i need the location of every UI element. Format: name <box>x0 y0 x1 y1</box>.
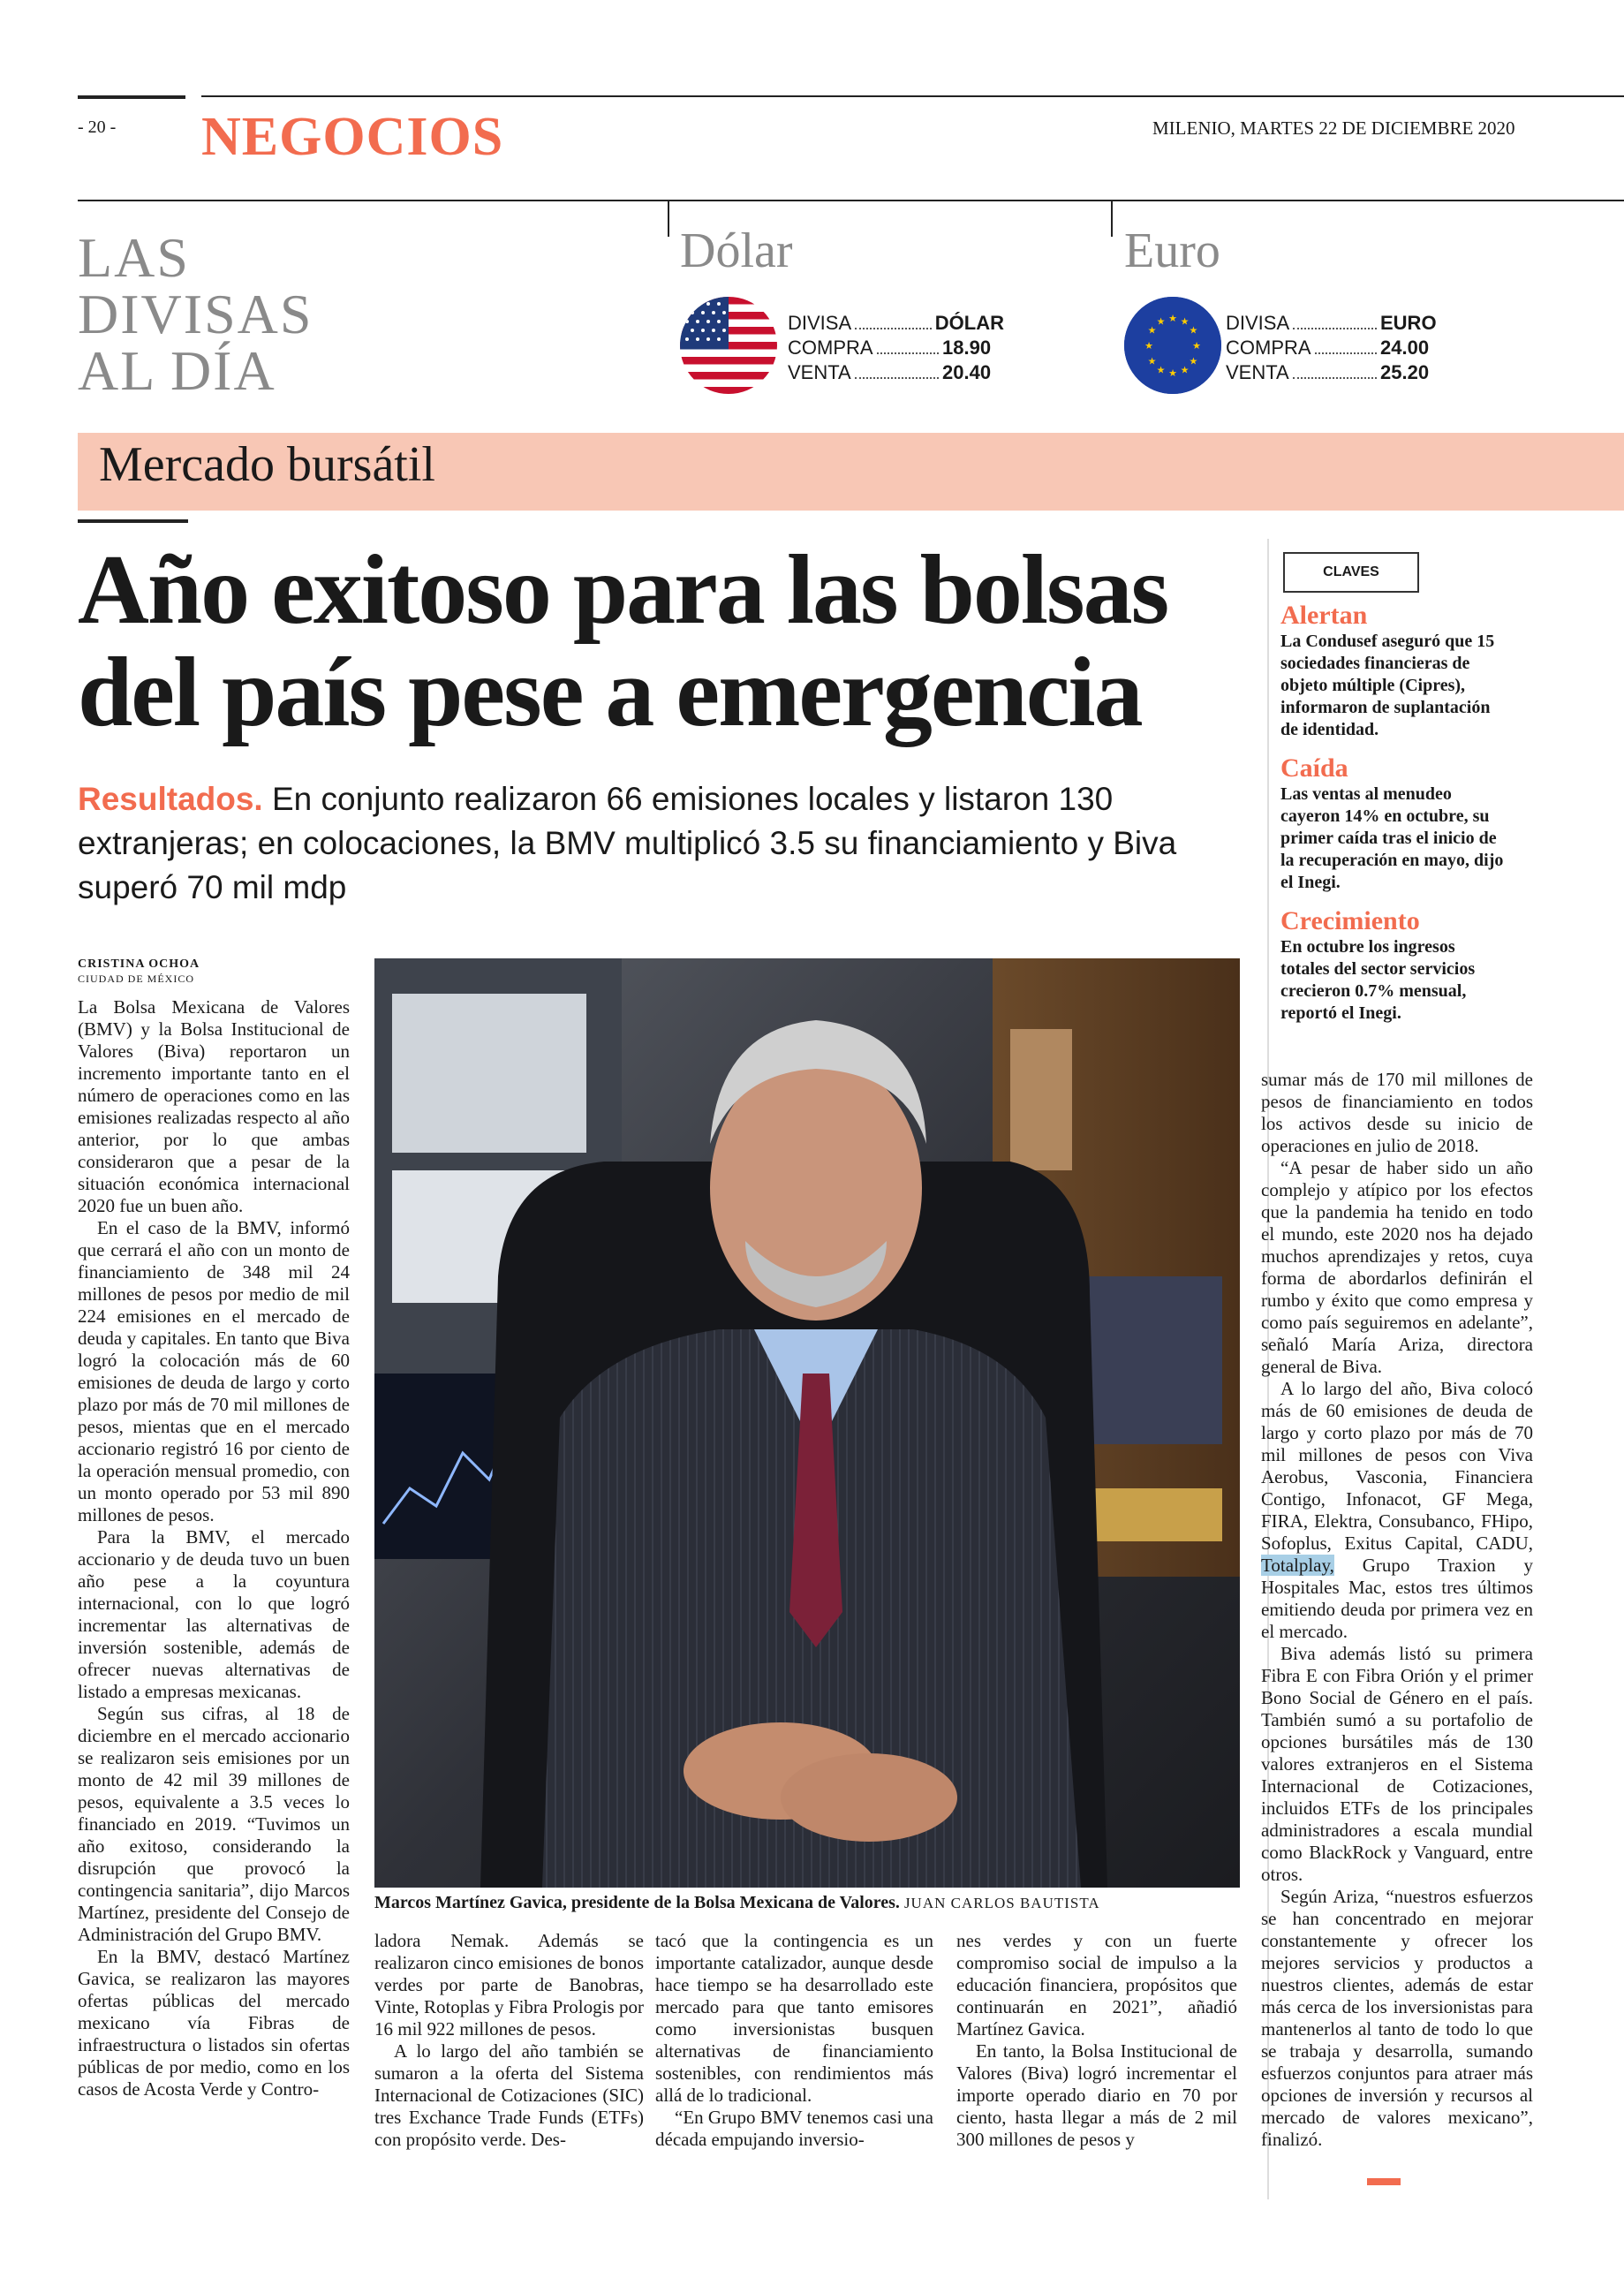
article-photo <box>374 958 1240 1888</box>
claves-item-text: Las ventas al menudeo cayeron 14% en octubre, su primer caída tras el inicio de la recuperación en mayo, dijo el Inegi. <box>1280 784 1504 892</box>
paragraph: “A pesar de haber sido un año complejo y atípico por los efectos que la pandemia ha tenido en todo el mundo, este 2020 nos ha dejado muchos aprendizajes y retos, cuya forma de abordarlos definirán el rumbo y éxito que como empresa y como país seguiremos en adelante”, señaló María Ariza, directora general de Biva. <box>1261 1157 1533 1377</box>
rate-row <box>788 360 1004 385</box>
svg-text:★: ★ <box>1180 364 1190 376</box>
rate-row <box>1226 360 1442 385</box>
svg-text:★: ★ <box>1189 324 1198 337</box>
rate-row <box>1226 336 1442 360</box>
band-title: Mercado bursátil <box>99 437 435 492</box>
article-headline <box>78 535 1261 747</box>
end-mark <box>1367 2178 1401 2185</box>
svg-text:★: ★ <box>1180 315 1190 328</box>
paragraph: Biva además listó su primera Fibra E con Fibra Orión y el primer Bono Social de Género en el país. También sumó a su portafolio de opciones bursátiles más de 130 valores extranjeros en el Sistema Internacional de Cotizaciones, incluidos ETFs de los principales administradores a escala mundial como BlackRock y Vanguard, entre otros. <box>1261 1643 1533 1885</box>
divisas-divider <box>1111 201 1113 237</box>
claves-item-text: La Condusef aseguró que 15 sociedades financieras de objeto múltiple (Cipres), informaron de suplantación de identidad. <box>1280 632 1495 739</box>
paragraph: Según Ariza, “nuestros esfuerzos se han concentrado en mejorar constantemente y ofrecer los mejores servicios y productos a nuestros clientes, además de estar más cerca de los inversionistas para mantenerlos al tanto de todo lo que se trabaja y desarrolla, sumando esfuerzos conjuntos para atraer más opciones de inversión y recursos al mercado de valores mexicano”, finalizó. <box>1261 1886 1533 2150</box>
rate-value: 18.90 <box>942 337 992 359</box>
photo-caption <box>374 1893 1240 1913</box>
subhead-text: En conjunto realizaron 66 emisiones locales y listaron 130 extranjeras; en colocaciones, la BMV multiplicó 3.5 su financiamiento y Biva superó 70 mil mdp <box>78 781 1177 905</box>
rate-value: EURO <box>1380 312 1437 334</box>
claves-item-title: Caída <box>1280 753 1348 783</box>
us-flag-icon <box>680 297 777 394</box>
page-number: - 20 - <box>78 117 117 137</box>
headline-line: Año exitoso para las bolsas <box>78 535 1168 645</box>
rate-row <box>1226 311 1442 336</box>
photo-credit: JUAN CARLOS BAUTISTA <box>903 1895 1100 1911</box>
paragraph: En tanto, la Bolsa Institucional de Valores (Biva) logró incrementar el importe operado diario en 70 por ciento, hasta llegar a más de 2 mil 300 millones de pesos y <box>956 2040 1237 2150</box>
paragraph-text: A lo largo del año, Biva colocó más de 60 emisiones de deuda de largo y corto plazo por más de 70 mil millones de pesos con Viva Aerobus, Vasconia, Financiera Contigo, Infonacot, GF Mega, FIRA, Elektra, Consubanco, FHipo, Sofoplus, Exitus Capital, CADU, <box>1261 1378 1533 1554</box>
headline-line: del país pese a emergencia <box>78 638 1142 747</box>
rate-label: VENTA <box>1226 361 1289 383</box>
dolar-title: Dólar <box>680 223 793 278</box>
rate-value: 20.40 <box>942 361 992 383</box>
paragraph: “En Grupo BMV tenemos casi una década empujando inversio- <box>655 2107 933 2150</box>
paragraph: Según sus cifras, al 18 de diciembre en el mercado accionario se realizaron seis emisiones por un monto de 42 mil 39 millones de pesos, equivalente a 3.5 veces lo financiado en 2019. “Tuvimos un año exitoso, considerando la disrupción que provocó la contingencia sanitaria”, dijo Marcos Martínez, presidente del Consejo de Administración del Grupo BMV. <box>78 1703 350 1945</box>
byline-name: CRISTINA OCHOA <box>78 957 200 971</box>
paragraph <box>1261 1378 1533 1643</box>
article-column-2 <box>374 1930 644 2151</box>
paragraph-text: Grupo Traxion y Hospitales Mac, estos tres últimos emitiendo deuda por primera vez en el mercado. <box>1261 1555 1533 1642</box>
divisas-title-line: DIVISAS <box>78 283 313 345</box>
rate-label: DIVISA <box>788 312 852 334</box>
rate-label: DIVISA <box>1226 312 1290 334</box>
headline-rule <box>78 519 188 523</box>
subhead-kicker: Resultados. <box>78 781 263 817</box>
euro-title: Euro <box>1124 223 1220 278</box>
dateline: MILENIO, MARTES 22 DE DICIEMBRE 2020 <box>1152 117 1515 139</box>
paragraph: ladora Nemak. Además se realizaron cinco emisiones de bonos verdes por parte de Banobras, Vinte, Rotoplas y Fibra Prologis por 16 mil 922 millones de pesos. <box>374 1930 644 2040</box>
rate-label: COMPRA <box>788 337 873 359</box>
claves-item-text: En octubre los ingresos totales del sector servicios crecieron 0.7% mensual, reportó el Inegi. <box>1280 937 1476 1023</box>
rate-row <box>788 336 1004 360</box>
svg-text:★: ★ <box>1189 355 1198 367</box>
divisas-title-line: LAS <box>78 226 190 289</box>
svg-text:★: ★ <box>1147 324 1157 337</box>
euro-rates <box>1226 311 1442 385</box>
paragraph: La Bolsa Mexicana de Valores (BMV) y la Bolsa Institucional de Valores (Biva) reportaron un incremento importante tanto en el número de operaciones como en las emisiones realizadas respecto al año anterior, por lo que ambas consideraron que a pesar de la situación económica internacional 2020 fue un buen año. <box>78 996 350 1216</box>
svg-text:★: ★ <box>1156 364 1166 376</box>
article-column-5 <box>1261 1069 1533 2151</box>
svg-text:★: ★ <box>1168 313 1177 324</box>
claves-box: CLAVES <box>1283 552 1419 593</box>
article-subhead <box>78 777 1235 910</box>
claves-list <box>1280 601 1506 1025</box>
byline-place: CIUDAD DE MÉXICO <box>78 973 194 985</box>
paragraph: tacó que la contingencia es un importante catalizador, aunque desde hace tiempo se ha desarrollado este mercado para que tanto emisores como inversionistas busquen alternativas de financiamiento sostenibles, con rendimientos más allá de lo tradicional. <box>655 1930 933 2106</box>
rate-value: 25.20 <box>1380 361 1430 383</box>
divisas-title-line: AL DÍA <box>78 339 276 402</box>
eu-flag-icon <box>1124 297 1221 394</box>
svg-text:★: ★ <box>1156 315 1166 328</box>
claves-item-title: Crecimiento <box>1280 906 1420 935</box>
svg-text:★: ★ <box>1144 340 1153 352</box>
paragraph: A lo largo del año también se sumaron a la oferta del Sistema Internacional de Cotizaciones (SIC) tres Exchance Trade Funds (ETFs) con propósito verde. Des- <box>374 2040 644 2150</box>
svg-text:★: ★ <box>1192 340 1201 352</box>
caption-text: Marcos Martínez Gavica, presidente de la Bolsa Mexicana de Valores. <box>374 1893 900 1912</box>
rate-value: 24.00 <box>1380 337 1430 359</box>
highlighted-text: Totalplay, <box>1261 1555 1334 1576</box>
rate-value: DÓLAR <box>934 312 1004 334</box>
svg-text:★: ★ <box>1147 355 1157 367</box>
byline <box>78 957 200 987</box>
paragraph: nes verdes y con un fuerte compromiso social de impulso a la educación financiera, propósitos que continuarán en 2021”, añadió Martínez Gavica. <box>956 1930 1237 2040</box>
paragraph: Para la BMV, el mercado accionario y de deuda tuvo un buen año pese a la coyuntura internacional, con lo que logró incrementar las alternativas de inversión sostenible, además de ofrecer nuevas alternativas de listado a empresas mexicanas. <box>78 1526 350 1702</box>
paragraph: En la BMV, destacó Martínez Gavica, se realizaron las mayores ofertas públicas del mercado mexicano vía Fibras de infraestructura o listados sin ofertas públicas de por medio, como en los casos de Acosta Verde y Contro- <box>78 1946 350 2100</box>
dolar-rates <box>788 311 1004 385</box>
rate-label: COMPRA <box>1226 337 1311 359</box>
article-column-3 <box>655 1930 933 2151</box>
article-column-4 <box>956 1930 1237 2151</box>
claves-item-title: Alertan <box>1280 601 1368 630</box>
header-rule-left <box>78 95 185 99</box>
paragraph: sumar más de 170 mil millones de pesos de financiamiento en todos los activos desde su inicio de operaciones en julio de 2018. <box>1261 1069 1533 1156</box>
divisas-divider <box>668 201 669 237</box>
paragraph: En el caso de la BMV, informó que cerrará el año con un monto de financiamiento de 348 mil 24 millones de pesos por medio de mil 224 emisiones en el mercado de deuda y capitales. En tanto que Biva logró la colocación más de 60 emisiones de deuda de largo y corto plazo por más de 70 mil millones de pesos, mientas que en el mercado accionario registró 16 por ciento de la operación mensual promedio, con un monto operado por 53 mil 890 millones de pesos. <box>78 1217 350 1525</box>
svg-text:★: ★ <box>1168 367 1177 379</box>
divisas-title <box>78 226 313 402</box>
rate-label: VENTA <box>788 361 851 383</box>
section-title: NEGOCIOS <box>201 107 504 167</box>
header-bottom-rule <box>78 200 1624 201</box>
header-rule <box>201 95 1624 97</box>
article-column-1 <box>78 996 350 2100</box>
rate-row <box>788 311 1004 336</box>
